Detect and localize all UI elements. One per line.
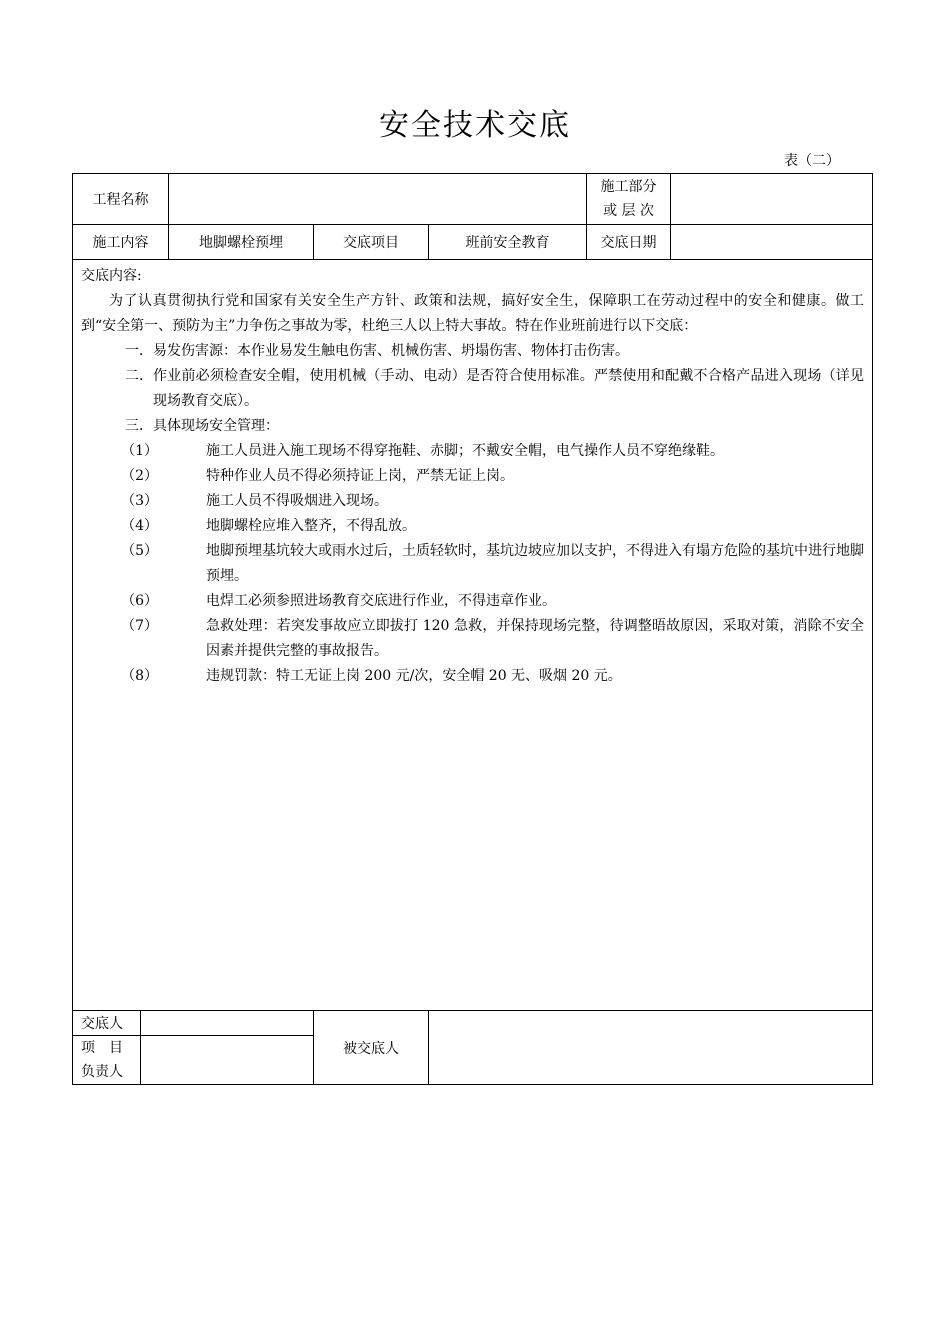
discloser-label: 交底人 (73, 1011, 141, 1036)
manager-label (73, 1036, 141, 1085)
list-item (81, 464, 864, 489)
item-label: 交底项目 (314, 225, 429, 260)
list-item (81, 489, 864, 514)
section-3 (81, 414, 864, 439)
receiver-value[interactable] (429, 1011, 873, 1085)
date-label: 交底日期 (587, 225, 671, 260)
part-value[interactable] (671, 174, 873, 225)
list-item (81, 664, 864, 689)
section-text: 易发伤害源：本作业易发生触电伤害、机械伤害、坍塌伤害、物体打击伤害。 (153, 343, 629, 359)
part-label-line1: 施工部分 (600, 179, 657, 195)
manager-value[interactable] (141, 1036, 314, 1085)
section-number: 三． (125, 418, 153, 434)
item-value[interactable]: 班前安全教育 (429, 225, 587, 260)
section-number: 一． (125, 343, 153, 359)
item-number: （7） (121, 618, 158, 634)
item-number: （1） (121, 443, 158, 459)
disclosure-table (72, 173, 873, 1085)
item-number: （6） (121, 593, 158, 609)
manager-label-line2: 负责人 (81, 1064, 123, 1080)
item-text: 电焊工必须参照进场教育交底进行作业，不得违章作业。 (206, 593, 556, 609)
item-text: 施工人员不得吸烟进入现场。 (206, 493, 388, 509)
part-label-line2: 或 层 次 (603, 203, 654, 219)
date-value[interactable] (671, 225, 873, 260)
discloser-value[interactable] (141, 1011, 314, 1036)
project-name-label: 工程名称 (73, 174, 169, 225)
page-title: 安全技术交底 (379, 108, 571, 143)
item-text: 急救处理：若突发事故应立即拔打 120 急救，并保持现场完整，待调整晤故原因，采取对策，消除不安全因素并提供完整的事故报告。 (206, 618, 865, 659)
receiver-label: 被交底人 (314, 1011, 429, 1085)
item-number: （4） (121, 518, 158, 534)
section-2 (81, 364, 864, 414)
content-value[interactable]: 地脚螺栓预埋 (169, 225, 314, 260)
disclosure-content (73, 260, 873, 1011)
list-item (81, 589, 864, 614)
item-text: 地脚螺栓应堆入整齐，不得乱放。 (206, 518, 416, 534)
item-number: （8） (121, 668, 158, 684)
form-number: 表（二） (784, 153, 840, 169)
project-name-value[interactable] (169, 174, 587, 225)
intro-paragraph: 为了认真贯彻执行党和国家有关安全生产方针、政策和法规，搞好安全生，保障职工在劳动过程中的安全和健康。做工到“安全第一、预防为主”力争伤之事故为零，杜绝三人以上特大事故。特在作业班前进行以下交底： (81, 293, 865, 334)
item-text: 地脚预埋基坑较大或雨水过后，土质轻软时，基坑边坡应加以支护，不得进入有塌方危险的基坑中进行地脚预埋。 (206, 543, 865, 584)
content-heading: 交底内容: (81, 268, 142, 284)
list-item (81, 539, 864, 589)
item-text: 违规罚款：特工无证上岗 200 元/次，安全帽 20 无、吸烟 20 元。 (206, 668, 622, 684)
item-text: 特种作业人员不得必须持证上岗，严禁无证上岗。 (206, 468, 514, 484)
item-number: （2） (121, 468, 158, 484)
section-number: 二． (125, 368, 153, 384)
list-item (81, 439, 864, 464)
item-number: （3） (121, 493, 158, 509)
section-1 (81, 339, 864, 364)
item-number: （5） (121, 543, 158, 559)
content-label: 施工内容 (73, 225, 169, 260)
section-text: 作业前必须检查安全帽，使用机械（手动、电动）是否符合使用标准。严禁使用和配戴不合格产品进入现场（详见现场教育交底）。 (153, 368, 865, 409)
list-item (81, 514, 864, 539)
list-item (81, 614, 864, 664)
section-text: 具体现场安全管理： (153, 418, 279, 434)
manager-label-line1: 项 目 (81, 1040, 123, 1056)
item-text: 施工人员进入施工现场不得穿拖鞋、赤脚；不戴安全帽，电气操作人员不穿绝缘鞋。 (206, 443, 724, 459)
part-label (587, 174, 671, 225)
